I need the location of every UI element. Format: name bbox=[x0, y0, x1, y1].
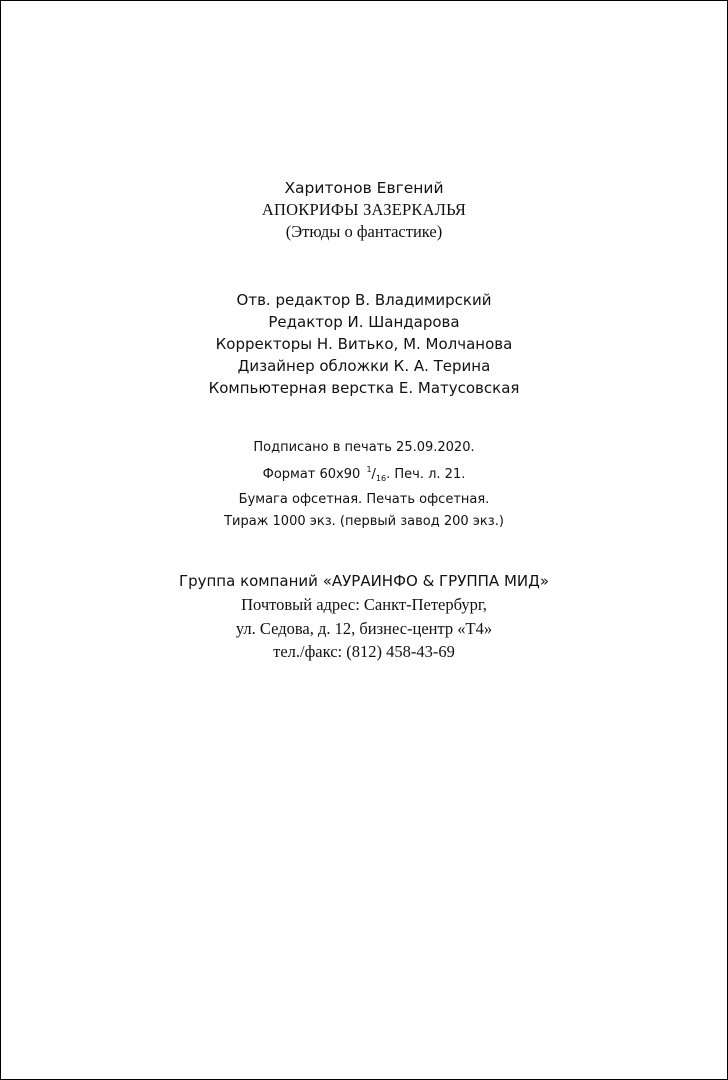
publisher-block bbox=[1, 569, 727, 664]
print-info-block bbox=[1, 437, 727, 532]
format-numerator: 1 bbox=[366, 464, 372, 474]
format-suffix: . Печ. л. 21. bbox=[386, 466, 466, 482]
credit-executive-editor: Отв. редактор В. Владимирский bbox=[236, 291, 492, 309]
format-denominator: 16 bbox=[375, 473, 387, 483]
format-prefix: Формат 60х90 bbox=[262, 466, 365, 482]
print-run: Тираж 1000 экз. (первый завод 200 экз.) bbox=[224, 513, 504, 529]
credit-proofreaders: Корректоры Н. Витько, М. Молчанова bbox=[215, 335, 513, 353]
credit-cover-designer: Дизайнер обложки К. А. Терина bbox=[237, 357, 491, 375]
credits-block bbox=[1, 289, 727, 399]
phone-fax: тел./факс: (812) 458-43-69 bbox=[273, 642, 455, 661]
credit-editor: Редактор И. Шандарова bbox=[268, 313, 460, 331]
book-title: АПОКРИФЫ ЗАЗЕРКАЛЬЯ bbox=[261, 200, 467, 219]
paper-info: Бумага офсетная. Печать офсетная. bbox=[238, 492, 490, 507]
credit-layout: Компьютерная верстка Е. Матусовская bbox=[208, 379, 520, 397]
title-block bbox=[1, 177, 727, 243]
signed-to-print: Подписано в печать 25.09.2020. bbox=[253, 440, 475, 455]
street-address: ул. Седова, д. 12, бизнес-центр «Т4» bbox=[235, 618, 493, 638]
format-line bbox=[1, 459, 727, 490]
postal-address: Почтовый адрес: Санкт-Петербург, bbox=[241, 595, 487, 614]
publisher-company: Группа компаний «АУРАИНФО & ГРУППА МИД» bbox=[178, 572, 550, 590]
author-name: Харитонов Евгений bbox=[284, 179, 444, 197]
book-subtitle: (Этюды о фантастике) bbox=[285, 222, 443, 241]
format-slash: / bbox=[371, 466, 376, 482]
